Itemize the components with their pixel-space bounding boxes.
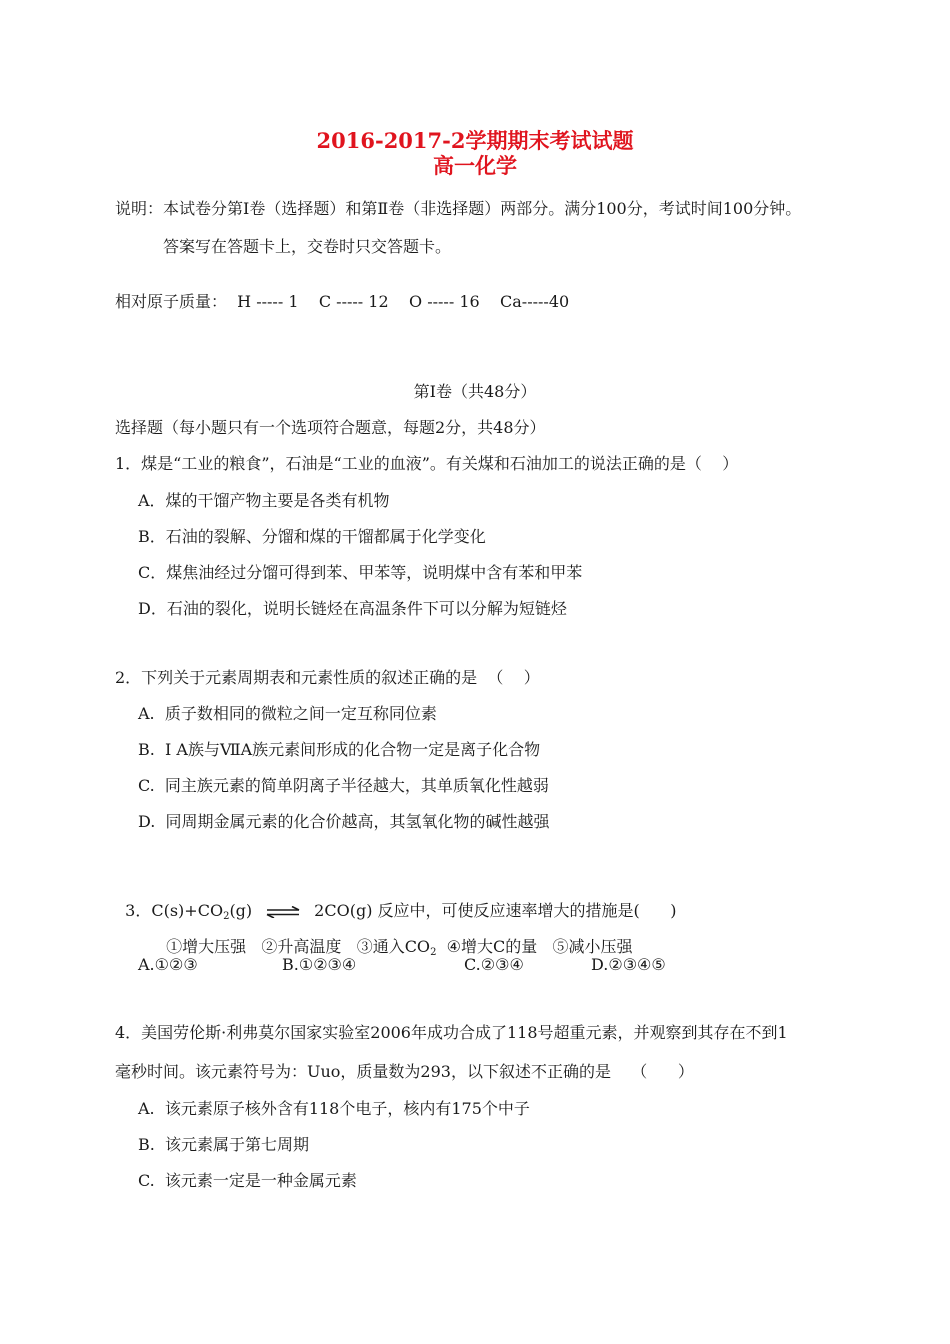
- question-1-option-a: A．煤的干馏产物主要是各类有机物: [138, 491, 390, 510]
- question-3-stem: [115, 881, 677, 921]
- question-3-option-b: B.①②③④: [282, 955, 357, 974]
- question-3-option-a: A.①②③: [138, 955, 198, 974]
- section-description: 选择题（每小题只有一个选项符合题意，每题2分，共48分）: [115, 418, 546, 437]
- question-2-option-a: A. 质子数相同的微粒之间一定互称同位素: [138, 704, 437, 723]
- question-4-stem-line2: 毫秒时间。该元素符号为：Uuo，质量数为293，以下叙述不正确的是 （ ）: [115, 1062, 694, 1081]
- question-2-option-c: C. 同主族元素的简单阴离子半径越大，其单质氧化性越弱: [138, 776, 549, 795]
- question-1-option-b: B．石油的裂解、分馏和煤的干馏都属于化学变化: [138, 527, 486, 546]
- question-2-option-d: D. 同周期金属元素的化合价越高，其氢氧化物的碱性越强: [138, 812, 550, 831]
- question-3-stem-rest: 2CO(g) 反应中，可使反应速率增大的措施是( ): [314, 901, 677, 920]
- question-3-measures: [156, 917, 632, 957]
- question-1-option-d: D．石油的裂化，说明长链烃在高温条件下可以分解为短链烃: [138, 599, 567, 618]
- question-4-option-b: B. 该元素属于第七周期: [138, 1135, 310, 1154]
- question-4-option-a: A. 该元素原子核外含有118个电子，核内有175个中子: [138, 1099, 530, 1118]
- question-3-measures-part2: ④增大C的量 ⑤减小压强: [436, 937, 633, 956]
- question-4-stem-line1: 4．美国劳伦斯·利弗莫尔国家实验室2006年成功合成了118号超重元素，并观察到其存在不到1: [115, 1023, 788, 1042]
- question-4-option-c: C. 该元素一定是一种金属元素: [138, 1171, 357, 1190]
- instructions-line1: 说明：本试卷分第Ⅰ卷（选择题）和第Ⅱ卷（非选择题）两部分。满分100分，考试时间100分钟。: [115, 199, 802, 218]
- question-1-stem: 1．煤是“工业的粮食”，石油是“工业的血液”。有关煤和石油加工的说法正确的是（ ）: [115, 454, 739, 473]
- question-2-stem: 2．下列关于元素周期表和元素性质的叙述正确的是 （ ）: [115, 668, 540, 687]
- question-3-measures-part1: ①增大压强 ②升高温度 ③通入CO: [166, 937, 431, 956]
- question-3-options: [0, 955, 950, 975]
- question-3-stem-state: (g): [229, 901, 253, 920]
- atomic-mass-line: 相对原子质量： H ----- 1 C ----- 12 O ----- 16 Ca-----40: [115, 292, 570, 311]
- question-1-option-c: C．煤焦油经过分馏可得到苯、甲苯等，说明煤中含有苯和甲苯: [138, 563, 583, 582]
- equilibrium-arrow-icon: [266, 906, 300, 918]
- question-3-stem-subscript: 2: [223, 911, 230, 922]
- instructions-line2: 答案写在答题卡上，交卷时只交答题卡。: [163, 237, 452, 256]
- exam-title: 2016-2017-2学期期末考试试题: [316, 128, 634, 153]
- question-3-measures-subscript: 2: [430, 947, 437, 958]
- section-title: 第Ⅰ卷（共48分）: [413, 382, 537, 401]
- question-3-option-d: D.②③④⑤: [591, 955, 666, 974]
- question-3-option-c: C.②③④: [464, 955, 524, 974]
- exam-subtitle: 高一化学: [433, 153, 517, 178]
- question-3-stem-reactants: 3．C(s)+CO: [125, 901, 224, 920]
- question-2-option-b: B. Ⅰ A族与ⅦA族元素间形成的化合物一定是离子化合物: [138, 740, 541, 759]
